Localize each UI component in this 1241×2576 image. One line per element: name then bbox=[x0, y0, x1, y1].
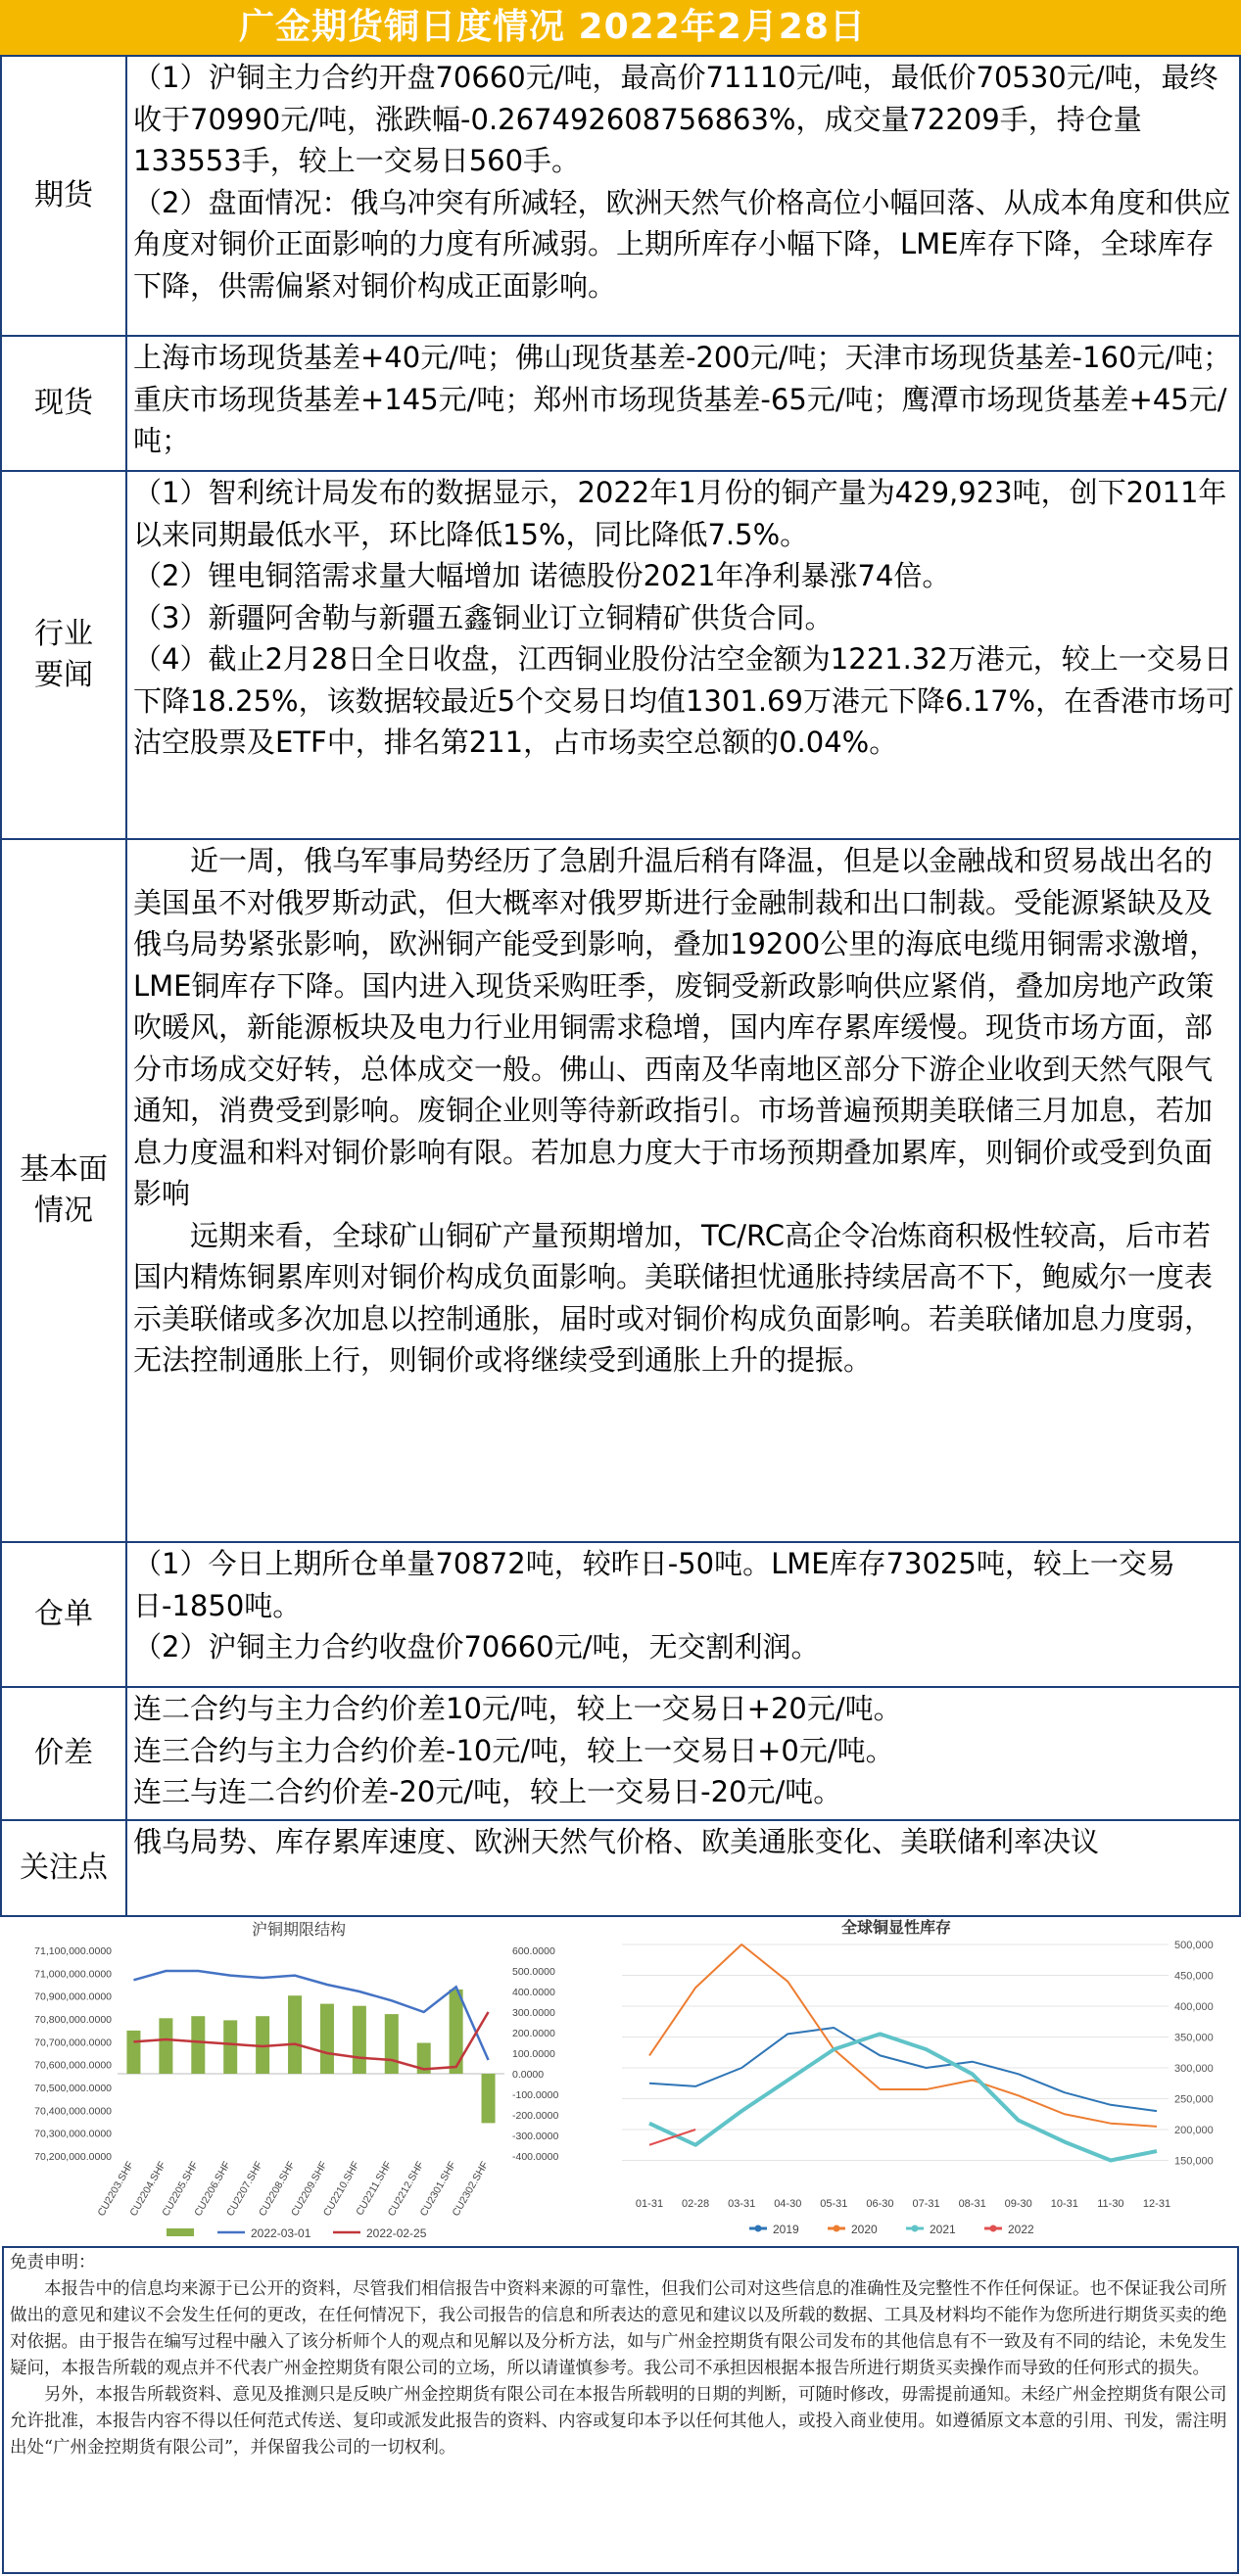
legend-label: 2020 bbox=[851, 2223, 878, 2236]
chart-title: 全球铜显性库存 bbox=[840, 1920, 952, 1937]
y-axis-tick: 200,000 bbox=[1174, 2125, 1214, 2136]
news-label-line-1: 行业 bbox=[34, 617, 93, 651]
series-line bbox=[133, 1971, 488, 2060]
fundamentals-content bbox=[126, 839, 1240, 1542]
focus-text: 俄乌局势、库存累库速度、欧洲天然气价格、欧美通胀变化、美联储利率决议 bbox=[133, 1825, 1100, 1858]
term-structure-chart bbox=[0, 1915, 597, 2248]
warehouse-paragraph-2: （2）沪铜主力合约收盘价70660元/吨，无交割利润。 bbox=[133, 1630, 820, 1663]
news-item: （2）锂电铜箔需求量大幅增加 诺德股份2021年净利暴涨74倍。 bbox=[133, 559, 951, 592]
bar-spread bbox=[288, 1995, 302, 2074]
news-row bbox=[1, 471, 1240, 839]
left-axis-tick: 71,100,000.0000 bbox=[34, 1945, 112, 1957]
fundamentals-label-line-2: 情况 bbox=[34, 1194, 93, 1228]
left-axis-tick: 70,500,000.0000 bbox=[34, 2083, 112, 2094]
focus-row bbox=[1, 1820, 1240, 1916]
x-axis-tick: 09-30 bbox=[1004, 2198, 1032, 2210]
bar-spread bbox=[223, 2020, 237, 2074]
left-axis-tick: 70,300,000.0000 bbox=[34, 2128, 112, 2140]
bar-spread bbox=[385, 2014, 399, 2074]
futures-content bbox=[126, 56, 1240, 336]
x-axis-tick: 01-31 bbox=[635, 2198, 664, 2210]
left-axis-tick: 71,000,000.0000 bbox=[34, 1968, 112, 1981]
warehouse-content bbox=[126, 1542, 1240, 1687]
futures-paragraph-1: （1）沪铜主力合约开盘70660元/吨，最高价71110元/吨，最低价70530元/吨，最终收于70990元/吨，涨跌幅-0.267492608756863%，成交量72209手，持仓量133553手，较上一交易日560手。 bbox=[133, 61, 1218, 177]
bar-spread bbox=[353, 2006, 366, 2074]
page-title: 广金期货铜日度情况 2022年2月28日 bbox=[0, 0, 1241, 55]
disclaimer bbox=[2, 2246, 1239, 2574]
fundamentals-row bbox=[1, 839, 1240, 1542]
legend-label: 2022 bbox=[1008, 2223, 1034, 2236]
disclaimer-heading: 免责申明： bbox=[10, 2253, 96, 2272]
disclaimer-paragraph-1: 本报告中的信息均来源于已公开的资料，尽管我们相信报告中资料来源的可靠性，但我们公司对这些信息的准确性及完整性不作任何保证。也不保证我公司所做出的意见和建议不会发生任何的更改，在任何情况下，我公司报告的信息和所表达的意见和建议以及所载的数据、工具及材料均不能作为您所进行期货买卖的绝对依据。由于报告在编写过程中融入了该分析师个人的观点和见解以及分析方法，如与广州金控期货有限公司发布的其他信息有不一致及有不同的结论，未免发生疑问，本报告所载的观点并不代表广州金控期货有限公司的立场，所以请谨慎参考。我公司不承担因根据本报告所进行期货买卖操作而导致的任何形式的损失。 bbox=[10, 2279, 1227, 2378]
x-axis-tick: 05-31 bbox=[820, 2198, 848, 2210]
report-table bbox=[0, 55, 1241, 1917]
legend-marker bbox=[755, 2225, 762, 2232]
legend-marker bbox=[834, 2225, 840, 2232]
y-axis-tick: 500,000 bbox=[1174, 1940, 1214, 1951]
legend-label: 2021 bbox=[930, 2223, 956, 2236]
right-axis-tick: 400.0000 bbox=[512, 1987, 555, 1998]
x-axis-tick: CU2204.SHF bbox=[127, 2159, 168, 2219]
x-axis-tick: CU2210.SHF bbox=[320, 2159, 362, 2219]
disclaimer-paragraph-2: 另外，本报告所载资料、意见及推测只是反映广州金控期货有限公司在本报告所载明的日期的判断，可随时修改，毋需提前通知。未经广州金控期货有限公司允许批准，本报告内容不得以任何范式传送、复印或派发此报告的资料、内容或复印本予以任何其他人，或投入商业使用。如遵循原文本意的引用、刊发，需注明出处“广州金控期货有限公司”，并保留我公司的一切权利。 bbox=[10, 2385, 1227, 2458]
y-axis-tick: 250,000 bbox=[1174, 2093, 1214, 2106]
right-axis-tick: -400.0000 bbox=[512, 2151, 559, 2163]
futures-label: 期货 bbox=[1, 56, 126, 336]
x-axis-tick: CU2207.SHF bbox=[224, 2159, 265, 2219]
x-axis-tick: 11-30 bbox=[1097, 2198, 1124, 2210]
news-content bbox=[126, 471, 1240, 839]
warehouse-row bbox=[1, 1542, 1240, 1687]
x-axis-tick: 06-30 bbox=[866, 2198, 894, 2210]
x-axis-tick: CU2208.SHF bbox=[257, 2159, 298, 2219]
bar-spread bbox=[159, 2018, 172, 2074]
bar-spread bbox=[320, 2004, 334, 2074]
left-axis-tick: 70,900,000.0000 bbox=[34, 1991, 112, 2003]
y-axis-tick: 150,000 bbox=[1174, 2155, 1214, 2168]
bar-spread bbox=[126, 2031, 140, 2074]
spread-row bbox=[1, 1687, 1240, 1820]
bar-spread bbox=[482, 2074, 496, 2123]
y-axis-tick: 400,000 bbox=[1174, 2001, 1214, 2013]
x-axis-tick: 10-31 bbox=[1050, 2198, 1078, 2210]
fundamentals-paragraph-2: 远期来看，全球矿山铜矿产量预期增加，TC/RC高企令冶炼商积极性较高，后市若国内精炼铜累库则对铜价构成负面影响。美联储担忧通胀持续居高不下，鲍威尔一度表示美联储或多次加息以控制通胀，届时或对铜价构成负面影响。若美联储加息力度弱，无法控制通胀上行，则铜价或将继续受到通胀上升的提振。 bbox=[133, 1218, 1214, 1377]
spot-content bbox=[126, 336, 1240, 471]
right-axis-tick: -100.0000 bbox=[512, 2089, 559, 2101]
legend-marker bbox=[990, 2225, 997, 2232]
focus-label: 关注点 bbox=[1, 1820, 126, 1916]
x-axis-tick: 02-28 bbox=[682, 2198, 710, 2210]
fundamentals-label bbox=[1, 839, 126, 1542]
right-axis-tick: 500.0000 bbox=[512, 1966, 555, 1978]
charts-area bbox=[0, 1915, 1241, 2248]
fundamentals-label-line-1: 基本面 bbox=[20, 1152, 108, 1187]
x-axis-tick: 03-31 bbox=[728, 2198, 756, 2210]
spread-line: 连二合约与主力合约价差10元/吨，较上一交易日+20元/吨。 bbox=[133, 1692, 902, 1725]
spot-text: 上海市场现货基差+40元/吨；佛山现货基差-200元/吨；天津市场现货基差-160元/吨；重庆市场现货基差+145元/吨；郑州市场现货基差-65元/吨；鹰潭市场现货基差+45元/吨； bbox=[133, 341, 1232, 457]
inventory-chart bbox=[602, 1915, 1239, 2248]
warehouse-paragraph-1: （1）今日上期所仓单量70872吨，较昨日-50吨。LME库存73025吨，较上一交易日-1850吨。 bbox=[133, 1547, 1175, 1622]
right-axis-tick: 100.0000 bbox=[512, 2048, 555, 2060]
x-axis-tick: CU2301.SHF bbox=[417, 2159, 459, 2219]
y-axis-tick: 300,000 bbox=[1174, 2063, 1214, 2075]
legend-label: 2022-03-01 bbox=[251, 2226, 311, 2240]
right-axis-tick: 200.0000 bbox=[512, 2028, 555, 2039]
left-axis-tick: 70,400,000.0000 bbox=[34, 2105, 112, 2118]
left-axis-tick: 70,200,000.0000 bbox=[34, 2151, 112, 2163]
left-axis-tick: 70,800,000.0000 bbox=[34, 2014, 112, 2026]
right-axis-tick: 600.0000 bbox=[512, 1945, 555, 1957]
x-axis-tick: CU2211.SHF bbox=[354, 2159, 395, 2218]
y-axis-tick: 450,000 bbox=[1174, 1970, 1214, 1983]
right-axis-tick: 0.0000 bbox=[512, 2069, 545, 2081]
x-axis-tick: CU2203.SHF bbox=[95, 2159, 137, 2219]
right-axis-tick: 300.0000 bbox=[512, 2007, 555, 2019]
news-label bbox=[1, 471, 126, 839]
fundamentals-paragraph-1: 近一周，俄乌军事局势经历了急剧升温后稍有降温，但是以金融战和贸易战出名的美国虽不对俄罗斯动武，但大概率对俄罗斯进行金融制裁和出口制裁。受能源紧缺及及俄乌局势紧张影响，欧洲铜产能受到影响，叠加19200公里的海底电缆用铜需求激增，LME铜库存下降。国内进入现货采购旺季，废铜受新政影响供应紧俏，叠加房地产政策吹暖风，新能源板块及电力行业用铜需求稳增，国内库存累库缓慢。现货市场方面，部分市场成交好转，总体成交一般。佛山、西南及华南地区部分下游企业收到天然气限气通知，消费受到影响。废铜企业则等待新政指引。市场普遍预期美联储三月加息，若加息力度温和料对铜价影响有限。若加息力度大于市场预期叠加累库，则铜价或受到负面影响 bbox=[133, 844, 1218, 1210]
chart-title: 沪铜期限结构 bbox=[251, 1922, 347, 1939]
series-line bbox=[133, 2012, 488, 2069]
news-item: （1）智利统计局发布的数据显示，2022年1月份的铜产量为429,923吨，创下2011年以来同期最低水平，环比降低15%，同比降低7.5%。 bbox=[133, 476, 1227, 551]
legend-marker bbox=[912, 2225, 919, 2232]
right-axis-tick: -300.0000 bbox=[512, 2131, 559, 2142]
x-axis-tick: CU2205.SHF bbox=[160, 2159, 201, 2219]
focus-content bbox=[126, 1820, 1240, 1916]
x-axis-tick: 12-31 bbox=[1142, 2198, 1171, 2210]
spread-line: 连三合约与主力合约价差-10元/吨，较上一交易日+0元/吨。 bbox=[133, 1733, 894, 1767]
legend-label: 2019 bbox=[773, 2223, 799, 2236]
spot-row bbox=[1, 336, 1240, 471]
spread-label: 价差 bbox=[1, 1687, 126, 1820]
right-axis-tick: -200.0000 bbox=[512, 2110, 559, 2122]
futures-row bbox=[1, 56, 1240, 336]
bar-spread bbox=[191, 2016, 205, 2074]
y-axis-tick: 350,000 bbox=[1174, 2032, 1214, 2044]
x-axis-tick: 07-31 bbox=[912, 2198, 940, 2210]
news-item: （3）新疆阿舍勒与新疆五鑫铜业订立铜精矿供货合同。 bbox=[133, 600, 834, 634]
spot-label: 现货 bbox=[1, 336, 126, 471]
warehouse-label: 仓单 bbox=[1, 1542, 126, 1687]
left-axis-tick: 70,700,000.0000 bbox=[34, 2037, 112, 2049]
x-axis-tick: CU2302.SHF bbox=[450, 2159, 492, 2219]
x-axis-tick: CU2206.SHF bbox=[192, 2159, 233, 2219]
spread-content bbox=[126, 1687, 1240, 1820]
futures-paragraph-2: （2）盘面情况：俄乌冲突有所减轻，欧洲天然气价格高位小幅回落、从成本角度和供应角度对铜价正面影响的力度有所减弱。上期所库存小幅下降，LME库存下降，全球库存下降，供需偏紧对铜价构成正面影响。 bbox=[133, 185, 1231, 303]
x-axis-tick: 08-31 bbox=[958, 2198, 986, 2210]
legend-swatch-bar bbox=[167, 2228, 194, 2236]
news-item: （4）截止2月28日全日收盘，江西铜业股份沽空金额为1221.32万港元，较上一交易日下降18.25%，该数据较最近5个交易日均值1301.69万港元下降6.17%，在香港市场可沽空股票及ETF中，排名第211，占市场卖空总额的0.04%。 bbox=[133, 642, 1235, 759]
x-axis-tick: CU2209.SHF bbox=[288, 2159, 330, 2219]
legend-label: 2022-02-25 bbox=[366, 2226, 427, 2240]
x-axis-tick: 04-30 bbox=[774, 2198, 802, 2210]
left-axis-tick: 70,600,000.0000 bbox=[34, 2059, 112, 2072]
news-label-line-2: 要闻 bbox=[34, 658, 93, 692]
spread-line: 连三与连二合约价差-20元/吨，较上一交易日-20元/吨。 bbox=[133, 1775, 842, 1808]
x-axis-tick: CU2212.SHF bbox=[385, 2159, 427, 2219]
